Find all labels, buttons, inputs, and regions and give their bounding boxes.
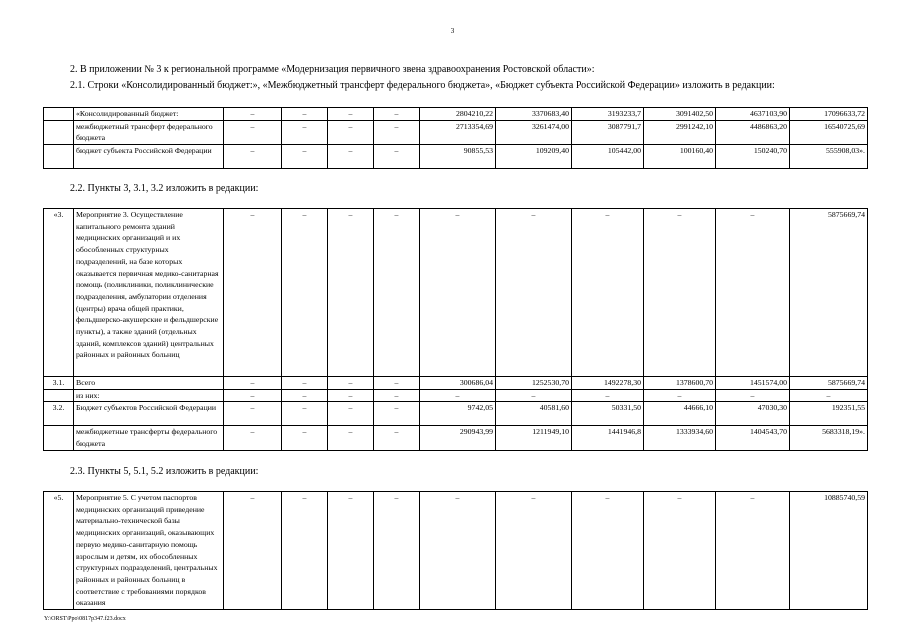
- value-cell: –: [572, 492, 644, 610]
- value-cell: 17096633,72: [790, 108, 868, 121]
- value-cell: –: [328, 426, 374, 450]
- row-number: 3.2.: [44, 402, 74, 426]
- value-cell: 1333934,60: [644, 426, 716, 450]
- value-cell: –: [716, 492, 790, 610]
- section-heading-2-3: 2.3. Пункты 5, 5.1, 5.2 изложить в редакции:: [70, 466, 259, 477]
- value-cell: –: [716, 209, 790, 377]
- value-cell: –: [224, 209, 282, 377]
- value-cell: –: [224, 492, 282, 610]
- table-row: [44, 389, 868, 402]
- value-cell: –: [328, 377, 374, 390]
- value-cell: 3370683,40: [496, 108, 572, 121]
- value-cell: –: [572, 209, 644, 377]
- value-cell: –: [374, 120, 420, 144]
- value-cell: 5683318,19».: [790, 426, 868, 450]
- value-cell: –: [644, 209, 716, 377]
- section-heading-2-2: 2.2. Пункты 3, 3.1, 3.2 изложить в редакции:: [70, 183, 259, 194]
- value-cell: –: [374, 426, 420, 450]
- row-label: межбюджетные трансферты федерального бюджета: [74, 426, 224, 450]
- value-cell: 109209,40: [496, 145, 572, 169]
- value-cell: 555908,03».: [790, 145, 868, 169]
- value-cell: 9742,05: [420, 402, 496, 426]
- value-cell: –: [282, 108, 328, 121]
- value-cell: 16540725,69: [790, 120, 868, 144]
- value-cell: 2991242,10: [644, 120, 716, 144]
- value-cell: 150240,70: [716, 145, 790, 169]
- row-label: «Консолидированный бюджет:: [74, 108, 224, 121]
- row-label: Мероприятие 5. С учетом паспортов медицинских организаций приведение материально-технической базы медицинских организаций, оказывающих первую медико-санитарную помощь взрослым и детям, их обособленных структурных подразделений, центральных районных и районных больниц в соответствие с требованиями порядков оказания: [74, 492, 224, 610]
- value-cell: –: [644, 492, 716, 610]
- value-cell: –: [374, 389, 420, 402]
- value-cell: –: [282, 377, 328, 390]
- row-label: бюджет субъекта Российской Федерации: [74, 145, 224, 169]
- row-number-cell: [44, 108, 74, 121]
- consolidated-budget-table: [43, 107, 868, 169]
- table-row: [44, 426, 868, 450]
- value-cell: –: [224, 120, 282, 144]
- row-number-cell: [44, 120, 74, 144]
- value-cell: –: [328, 389, 374, 402]
- value-cell: 3091402,50: [644, 108, 716, 121]
- value-cell: –: [644, 389, 716, 402]
- value-cell: 1451574,00: [716, 377, 790, 390]
- table-row: [44, 120, 868, 144]
- value-cell: –: [282, 402, 328, 426]
- value-cell: 5875669,74: [790, 377, 868, 390]
- value-cell: –: [572, 389, 644, 402]
- row-number: «3.: [44, 209, 74, 377]
- value-cell: –: [716, 389, 790, 402]
- row-number: 3.1.: [44, 377, 74, 390]
- value-cell: 290943,99: [420, 426, 496, 450]
- value-cell: –: [224, 402, 282, 426]
- value-cell: –: [282, 492, 328, 610]
- value-cell: –: [282, 120, 328, 144]
- value-cell: –: [282, 145, 328, 169]
- value-cell: –: [282, 209, 328, 377]
- value-cell: –: [374, 108, 420, 121]
- value-cell: 3193233,7: [572, 108, 644, 121]
- table-row: [44, 377, 868, 390]
- page-number: 3: [450, 27, 455, 35]
- value-cell: –: [374, 377, 420, 390]
- value-cell: 40581,60: [496, 402, 572, 426]
- value-cell: –: [328, 108, 374, 121]
- table-row: [44, 492, 868, 610]
- value-cell: 4637103,90: [716, 108, 790, 121]
- intro-line-1: 2. В приложении № 3 к региональной программе «Модернизация первичного звена здравоохранения Ростовской области»:: [70, 64, 595, 75]
- value-cell: 44666,10: [644, 402, 716, 426]
- value-cell: –: [496, 389, 572, 402]
- value-cell: 192351,55: [790, 402, 868, 426]
- value-cell: –: [790, 389, 868, 402]
- value-cell: 1252530,70: [496, 377, 572, 390]
- value-cell: 300686,04: [420, 377, 496, 390]
- value-cell: 105442,00: [572, 145, 644, 169]
- value-cell: 3087791,7: [572, 120, 644, 144]
- value-cell: 1492278,30: [572, 377, 644, 390]
- value-cell: –: [420, 209, 496, 377]
- value-cell: 1441946,8: [572, 426, 644, 450]
- row-label: Бюджет субъектов Российской Федерации: [74, 402, 224, 426]
- value-cell: –: [420, 492, 496, 610]
- value-cell: 2713354,69: [420, 120, 496, 144]
- value-cell: 90855,53: [420, 145, 496, 169]
- value-cell: –: [282, 426, 328, 450]
- value-cell: –: [328, 209, 374, 377]
- value-cell: –: [496, 492, 572, 610]
- measure-5-table: [43, 491, 868, 610]
- value-cell: 3261474,00: [496, 120, 572, 144]
- value-cell: –: [374, 492, 420, 610]
- value-cell: 4486863,20: [716, 120, 790, 144]
- value-cell: 2804210,22: [420, 108, 496, 121]
- table-row: [44, 108, 868, 121]
- value-cell: 1378600,70: [644, 377, 716, 390]
- table-row: [44, 145, 868, 169]
- value-cell: 1404543,70: [716, 426, 790, 450]
- intro-line-2: 2.1. Строки «Консолидированный бюджет:», «Межбюджетный трансферт федерального бюджета», «Бюджет субъекта Российской Федерации» изложить в редакции:: [70, 80, 775, 91]
- table-row: [44, 402, 868, 426]
- measure-3-table: [43, 208, 868, 451]
- row-label: Всего: [74, 377, 224, 390]
- value-cell: –: [224, 145, 282, 169]
- row-label: Мероприятие 3. Осуществление капитального ремонта зданий медицинских организаций и их обособленных структурных подразделений, на базе которых оказывается первичная медико-санитарная помощь (поликлиники, поликлинические подразделения, амбулатории отделения (центры) врача общей практики, фельдшерско-акушерские и фельдшерские пункты), а также зданий (отдельных зданий, комплексов зданий) центральных районных и районных больниц: [74, 209, 224, 377]
- value-cell: –: [282, 389, 328, 402]
- value-cell: –: [328, 120, 374, 144]
- row-number-cell: [44, 145, 74, 169]
- value-cell: 10885740,59: [790, 492, 868, 610]
- value-cell: 47030,30: [716, 402, 790, 426]
- file-path-footer: Y:\ORST\Ppo\0817p347.f23.docx: [44, 616, 126, 622]
- row-number: «5.: [44, 492, 74, 610]
- row-label: межбюджетный трансферт федерального бюджета: [74, 120, 224, 144]
- value-cell: –: [374, 402, 420, 426]
- value-cell: 5875669,74: [790, 209, 868, 377]
- value-cell: 1211949,10: [496, 426, 572, 450]
- value-cell: –: [496, 209, 572, 377]
- value-cell: 100160,40: [644, 145, 716, 169]
- row-number: [44, 426, 74, 450]
- row-label: из них:: [74, 389, 224, 402]
- row-number: [44, 389, 74, 402]
- value-cell: –: [420, 389, 496, 402]
- value-cell: –: [328, 402, 374, 426]
- value-cell: –: [374, 145, 420, 169]
- value-cell: 50331,50: [572, 402, 644, 426]
- value-cell: –: [224, 108, 282, 121]
- value-cell: –: [328, 492, 374, 610]
- value-cell: –: [328, 145, 374, 169]
- value-cell: –: [374, 209, 420, 377]
- value-cell: –: [224, 389, 282, 402]
- value-cell: –: [224, 377, 282, 390]
- value-cell: –: [224, 426, 282, 450]
- table-row: [44, 209, 868, 377]
